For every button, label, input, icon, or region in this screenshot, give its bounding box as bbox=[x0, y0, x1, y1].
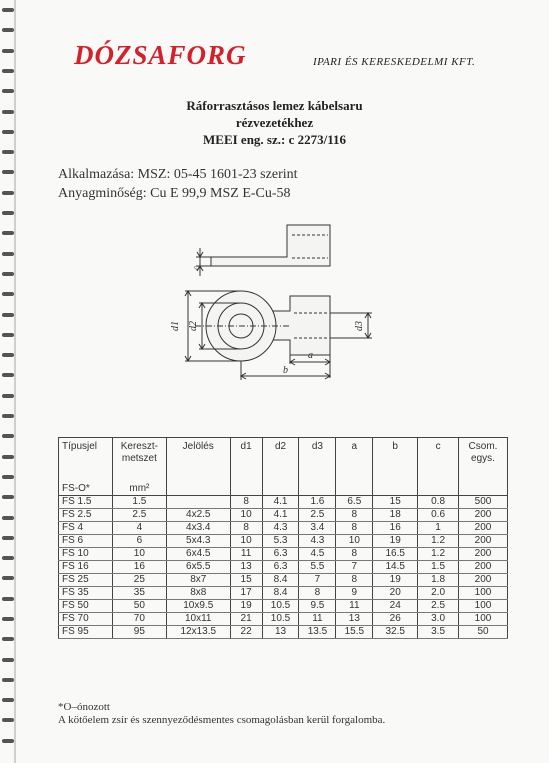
table-row bbox=[59, 587, 508, 600]
table-cell: 13 bbox=[230, 561, 262, 574]
table-cell: 11 bbox=[336, 600, 373, 613]
company-name: DÓZSAFORG bbox=[74, 40, 247, 70]
binding-hole bbox=[2, 637, 14, 641]
column-subheader bbox=[373, 483, 418, 496]
binding-hole bbox=[2, 475, 14, 479]
table-cell: FS 6 bbox=[59, 535, 113, 548]
binding-hole bbox=[2, 516, 14, 520]
table-cell: 25 bbox=[112, 574, 166, 587]
column-header: d1 bbox=[230, 438, 262, 484]
table-cell: 7 bbox=[336, 561, 373, 574]
table-cell: 8 bbox=[299, 587, 336, 600]
table-cell: 2.5 bbox=[418, 600, 459, 613]
table-cell: 24 bbox=[373, 600, 418, 613]
table-row bbox=[59, 613, 508, 626]
table-cell: 21 bbox=[230, 613, 262, 626]
label-d3: d3 bbox=[354, 321, 365, 331]
table-cell: 17 bbox=[230, 587, 262, 600]
table-cell: 10 bbox=[336, 535, 373, 548]
table-cell: 4 bbox=[112, 522, 166, 535]
label-d1: d1 bbox=[170, 321, 181, 331]
table-cell: 6 bbox=[112, 535, 166, 548]
table-cell: 6.3 bbox=[262, 561, 299, 574]
table-cell: 20 bbox=[373, 587, 418, 600]
table-cell: 500 bbox=[459, 496, 508, 509]
column-header: Jelölés bbox=[166, 438, 230, 484]
table-row bbox=[59, 509, 508, 522]
table-cell: 10 bbox=[112, 548, 166, 561]
material-line: Anyagminőség: Cu E 99,9 MSZ E-Cu-58 bbox=[58, 186, 291, 201]
label-d2: d2 bbox=[188, 321, 199, 331]
table-cell: 8 bbox=[230, 496, 262, 509]
table-cell: 5.5 bbox=[299, 561, 336, 574]
top-view bbox=[185, 291, 372, 380]
table-cell: 50 bbox=[112, 600, 166, 613]
column-header: d2 bbox=[262, 438, 299, 484]
column-subheader: FS-O* bbox=[59, 483, 113, 496]
table-cell: 16 bbox=[373, 522, 418, 535]
table-cell: 6x4.5 bbox=[166, 548, 230, 561]
table-cell: 1.5 bbox=[112, 496, 166, 509]
table-cell: FS 50 bbox=[59, 600, 113, 613]
table-cell: 9 bbox=[336, 587, 373, 600]
label-c: c bbox=[191, 266, 201, 270]
column-header: b bbox=[373, 438, 418, 484]
table-cell: 1.6 bbox=[299, 496, 336, 509]
column-subheader: mm² bbox=[112, 483, 166, 496]
table-cell: 100 bbox=[459, 600, 508, 613]
table-cell: 13 bbox=[262, 626, 299, 639]
column-header: c bbox=[418, 438, 459, 484]
table-cell: 10x11 bbox=[166, 613, 230, 626]
column-header: Csom. egys. bbox=[459, 438, 508, 484]
table-row bbox=[59, 548, 508, 561]
table-cell: 8 bbox=[336, 522, 373, 535]
specification-table bbox=[58, 437, 508, 639]
column-subheader bbox=[262, 483, 299, 496]
table-cell: 4.3 bbox=[262, 522, 299, 535]
table-cell bbox=[166, 496, 230, 509]
table-cell: 4.3 bbox=[299, 535, 336, 548]
table-cell: 8.4 bbox=[262, 574, 299, 587]
table-cell: 4x2.5 bbox=[166, 509, 230, 522]
table-subheader-row bbox=[59, 483, 508, 496]
approval-number: MEEI eng. sz.: c 2273/116 bbox=[203, 132, 346, 147]
table-cell: FS 1.5 bbox=[59, 496, 113, 509]
table-cell: 8 bbox=[336, 509, 373, 522]
table-cell: 32.5 bbox=[373, 626, 418, 639]
table-cell: 10x9.5 bbox=[166, 600, 230, 613]
table-cell: 3.4 bbox=[299, 522, 336, 535]
table-cell: 2.5 bbox=[112, 509, 166, 522]
label-b: b bbox=[283, 365, 288, 376]
table-cell: 200 bbox=[459, 509, 508, 522]
binding-hole bbox=[2, 617, 14, 621]
table-cell: 9.5 bbox=[299, 600, 336, 613]
table-cell: 10 bbox=[230, 535, 262, 548]
table-row bbox=[59, 535, 508, 548]
table-cell: FS 35 bbox=[59, 587, 113, 600]
column-subheader bbox=[166, 483, 230, 496]
table-cell: 0.6 bbox=[418, 509, 459, 522]
column-subheader bbox=[459, 483, 508, 496]
table-cell: 8.4 bbox=[262, 587, 299, 600]
column-header: a bbox=[336, 438, 373, 484]
table-cell: FS 10 bbox=[59, 548, 113, 561]
table-cell: 8 bbox=[336, 574, 373, 587]
table-cell: 1.2 bbox=[418, 535, 459, 548]
company-subtitle: IPARI ÉS KERESKEDELMI KFT. bbox=[313, 56, 476, 68]
table-cell: 1.8 bbox=[418, 574, 459, 587]
side-view bbox=[196, 225, 330, 276]
table-cell: 6x5.5 bbox=[166, 561, 230, 574]
label-a: a bbox=[308, 350, 313, 361]
table-cell: 13 bbox=[336, 613, 373, 626]
table-row bbox=[59, 600, 508, 613]
table-cell: 200 bbox=[459, 535, 508, 548]
binding-hole bbox=[2, 739, 14, 743]
binding-hole bbox=[2, 698, 14, 702]
table-row bbox=[59, 574, 508, 587]
table-cell: 2.5 bbox=[299, 509, 336, 522]
table-cell: 11 bbox=[299, 613, 336, 626]
table-cell: FS 25 bbox=[59, 574, 113, 587]
table-cell: 14.5 bbox=[373, 561, 418, 574]
table-cell: 4.1 bbox=[262, 509, 299, 522]
table-cell: 13.5 bbox=[299, 626, 336, 639]
table-cell: 15 bbox=[373, 496, 418, 509]
product-title: Ráforrasztásos lemez kábelsaru bbox=[186, 98, 363, 113]
product-subtitle: rézvezetékhez bbox=[235, 115, 314, 130]
column-header: d3 bbox=[299, 438, 336, 484]
table-cell: FS 70 bbox=[59, 613, 113, 626]
table-cell: 1.5 bbox=[418, 561, 459, 574]
binding-hole bbox=[2, 678, 14, 682]
table-cell: 11 bbox=[230, 548, 262, 561]
table-cell: 3.0 bbox=[418, 613, 459, 626]
table-cell: 12x13.5 bbox=[166, 626, 230, 639]
table-cell: 200 bbox=[459, 522, 508, 535]
binding-hole bbox=[2, 536, 14, 540]
table-cell: 3.5 bbox=[418, 626, 459, 639]
table-cell: 10.5 bbox=[262, 613, 299, 626]
table-header-row bbox=[59, 438, 508, 484]
table-cell: 15.5 bbox=[336, 626, 373, 639]
column-subheader bbox=[418, 483, 459, 496]
table-cell: 8x8 bbox=[166, 587, 230, 600]
binding-hole bbox=[2, 455, 14, 459]
table-cell: 7 bbox=[299, 574, 336, 587]
table-cell: 200 bbox=[459, 548, 508, 561]
table-cell: FS 16 bbox=[59, 561, 113, 574]
table-cell: 100 bbox=[459, 587, 508, 600]
column-subheader bbox=[299, 483, 336, 496]
table-cell: 5.3 bbox=[262, 535, 299, 548]
table-cell: 19 bbox=[230, 600, 262, 613]
table-cell: 15 bbox=[230, 574, 262, 587]
table-cell: 8 bbox=[336, 548, 373, 561]
table-cell: 26 bbox=[373, 613, 418, 626]
binding-hole bbox=[2, 597, 14, 601]
table-row bbox=[59, 522, 508, 535]
table-cell: 4.5 bbox=[299, 548, 336, 561]
table-cell: 10 bbox=[230, 509, 262, 522]
table-cell: 6.3 bbox=[262, 548, 299, 561]
table-cell: 100 bbox=[459, 613, 508, 626]
table-cell: 10.5 bbox=[262, 600, 299, 613]
table-cell: 2.0 bbox=[418, 587, 459, 600]
table-cell: 8 bbox=[230, 522, 262, 535]
table-cell: 16.5 bbox=[373, 548, 418, 561]
column-subheader bbox=[230, 483, 262, 496]
table-cell: 18 bbox=[373, 509, 418, 522]
table-cell: 16 bbox=[112, 561, 166, 574]
table-row bbox=[59, 496, 508, 509]
binding-hole bbox=[2, 658, 14, 662]
binding-hole bbox=[2, 434, 14, 438]
table-cell: 19 bbox=[373, 574, 418, 587]
table-cell: 50 bbox=[459, 626, 508, 639]
table-cell: 1 bbox=[418, 522, 459, 535]
table-cell: 1.2 bbox=[418, 548, 459, 561]
table-cell: FS 2.5 bbox=[59, 509, 113, 522]
binding-hole bbox=[2, 576, 14, 580]
table-cell: 19 bbox=[373, 535, 418, 548]
column-header: Kereszt- metszet bbox=[112, 438, 166, 484]
footnote-tinned: *O–ónozott bbox=[58, 701, 110, 713]
footer-packaging-note: A kötőelem zsír és szennyeződésmentes csomagolásban kerül forgalomba. bbox=[58, 714, 386, 726]
table-row bbox=[59, 561, 508, 574]
table-cell: FS 95 bbox=[59, 626, 113, 639]
table-cell: FS 4 bbox=[59, 522, 113, 535]
table-cell: 35 bbox=[112, 587, 166, 600]
table-cell: 6.5 bbox=[336, 496, 373, 509]
table-cell: 4x3.4 bbox=[166, 522, 230, 535]
binding-hole bbox=[2, 556, 14, 560]
table-cell: 200 bbox=[459, 561, 508, 574]
table-cell: 0.8 bbox=[418, 496, 459, 509]
table-cell: 4.1 bbox=[262, 496, 299, 509]
table-cell: 70 bbox=[112, 613, 166, 626]
table-cell: 200 bbox=[459, 574, 508, 587]
column-subheader bbox=[336, 483, 373, 496]
table-cell: 22 bbox=[230, 626, 262, 639]
table-cell: 5x4.3 bbox=[166, 535, 230, 548]
column-header: Típusjel bbox=[59, 438, 113, 484]
table-cell: 8x7 bbox=[166, 574, 230, 587]
table-row bbox=[59, 626, 508, 639]
application-line: Alkalmazása: MSZ: 05-45 1601-23 szerint bbox=[58, 167, 298, 182]
binding-hole bbox=[2, 495, 14, 499]
binding-hole bbox=[2, 718, 14, 722]
table-cell: 95 bbox=[112, 626, 166, 639]
